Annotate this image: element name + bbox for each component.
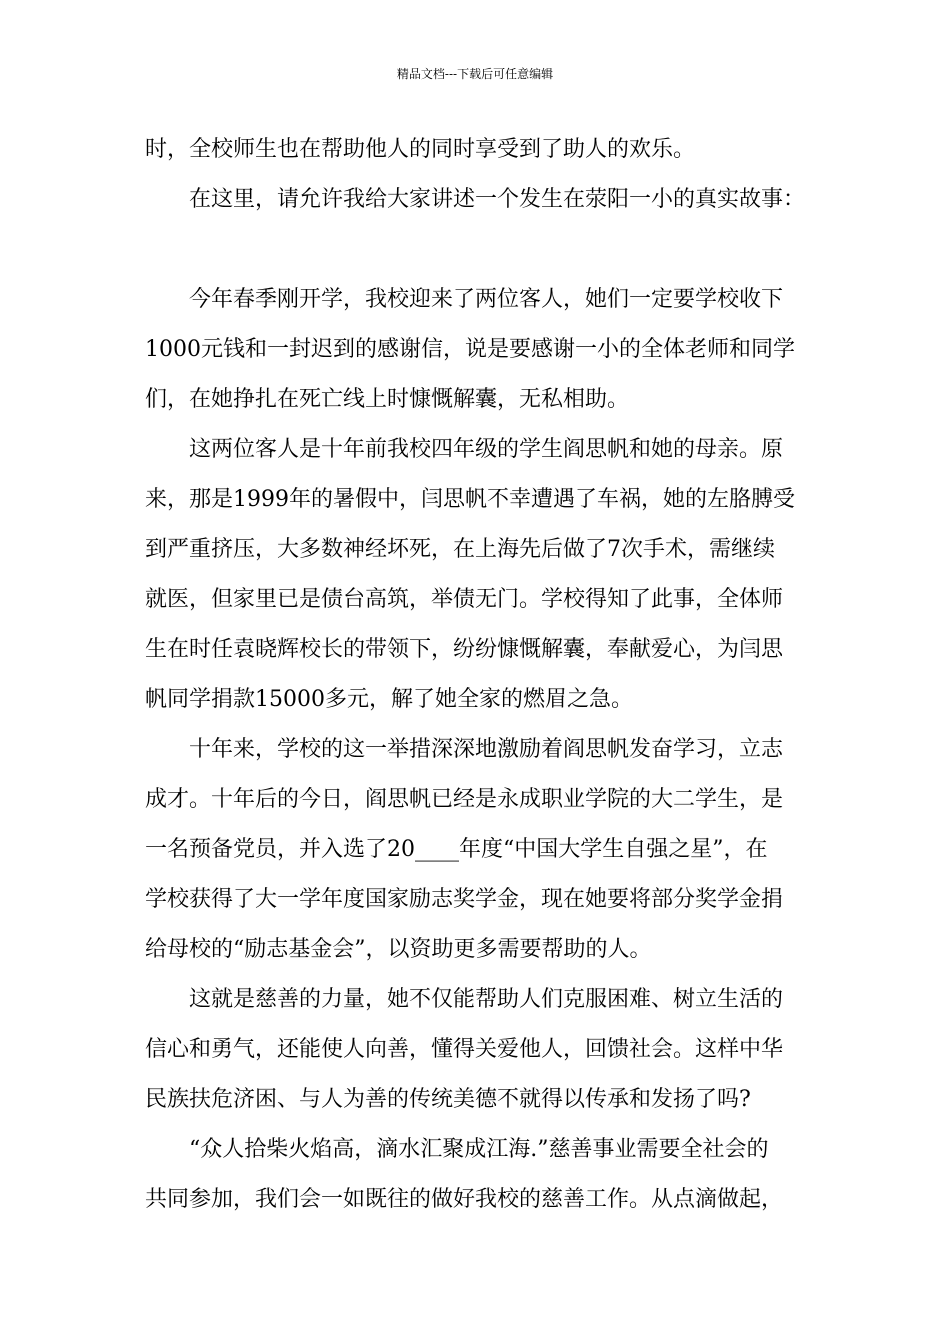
text-line: 帆同学捐款15000多元，解了她全家的燃眉之急。 (145, 687, 633, 712)
text-line: 学校获得了大一学年度国家励志奖学金，现在她要将部分奖学金捐 (145, 887, 784, 912)
page-header: 精品文档---下载后可任意编辑 (396, 67, 554, 81)
text-line: 生在时任袁晓辉校长的带领下，纷纷慷慨解囊，奉献爱心，为闫思 (145, 637, 784, 662)
text-line: 来，那是1999年的暑假中，闫思帆不幸遭遇了车祸，她的左胳膊受 (145, 487, 795, 512)
text-line: 十年来，学校的这一举措深深地激励着阎思帆发奋学习，立志 (145, 737, 784, 762)
text-line: 时，全校师生也在帮助他人的同时享受到了助人的欢乐。 (145, 137, 696, 162)
text-line: 就医，但家里已是债台高筑，举债无门。学校得知了此事，全体师 (145, 587, 784, 612)
text-line: 共同参加，我们会一如既往的做好我校的慈善工作。从点滴做起， (145, 1187, 784, 1212)
text-line: 在这里，请允许我给大家讲述一个发生在荥阳一小的真实故事： (145, 187, 806, 212)
text-line: 今年春季刚开学，我校迎来了两位客人，她们一定要学校收下 (145, 287, 784, 312)
text-line: “众人拾柴火焰高，滴水汇聚成江海.”慈善事业需要全社会的 (145, 1137, 769, 1162)
text-line: 给母校的“励志基金会”，以资助更多需要帮助的人。 (145, 937, 652, 962)
text-line: 民族扶危济困、与人为善的传统美德不就得以传承和发扬了吗? (145, 1087, 751, 1112)
text-line: 到严重挤压，大多数神经坏死，在上海先后做了7次手术，需继续 (145, 537, 775, 562)
text-line: 这两位客人是十年前我校四年级的学生阎思帆和她的母亲。原 (145, 437, 784, 462)
text-line: 一名预备党员，并入选了20____年度“中国大学生自强之星”，在 (145, 837, 768, 862)
text-line: 这就是慈善的力量，她不仅能帮助人们克服困难、树立生活的 (145, 987, 784, 1012)
text-line: 信心和勇气，还能使人向善，懂得关爱他人，回馈社会。这样中华 (145, 1037, 784, 1062)
text-line: 们，在她挣扎在死亡线上时慷慨解囊，无私相助。 (145, 387, 630, 412)
text-line: 成才。十年后的今日，阎思帆已经是永成职业学院的大二学生，是 (145, 787, 784, 812)
text-line: 1000元钱和一封迟到的感谢信，说是要感谢一小的全体老师和同学 (145, 337, 795, 362)
